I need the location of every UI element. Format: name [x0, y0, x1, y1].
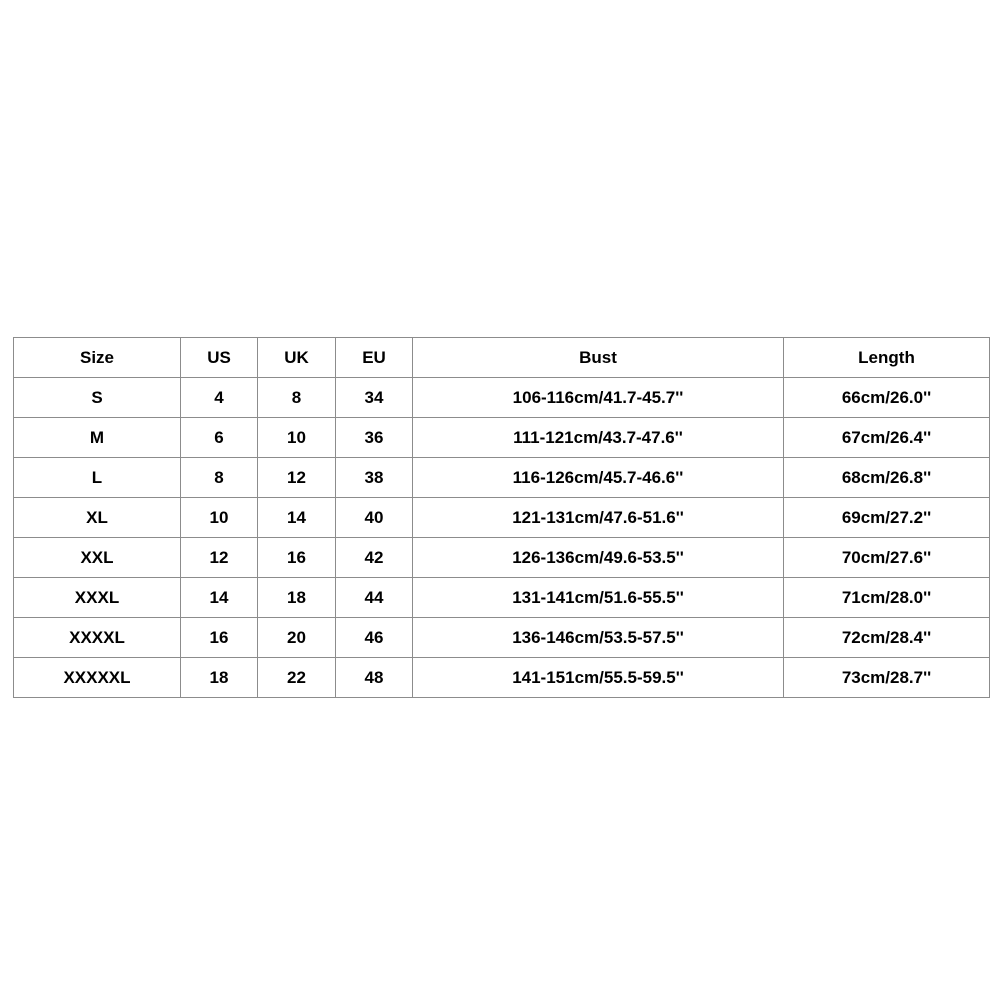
- cell-uk: 18: [258, 578, 336, 618]
- cell-eu: 48: [336, 658, 413, 698]
- cell-us: 10: [181, 498, 258, 538]
- cell-eu: 36: [336, 418, 413, 458]
- cell-us: 6: [181, 418, 258, 458]
- cell-size: XL: [14, 498, 181, 538]
- cell-length: 72cm/28.4'': [784, 618, 990, 658]
- table-row: [14, 378, 990, 418]
- cell-uk: 16: [258, 538, 336, 578]
- cell-bust: 116-126cm/45.7-46.6'': [413, 458, 784, 498]
- cell-us: 8: [181, 458, 258, 498]
- cell-us: 12: [181, 538, 258, 578]
- cell-us: 14: [181, 578, 258, 618]
- cell-size: S: [14, 378, 181, 418]
- cell-bust: 121-131cm/47.6-51.6'': [413, 498, 784, 538]
- cell-uk: 22: [258, 658, 336, 698]
- table-row: [14, 538, 990, 578]
- header-us: US: [181, 338, 258, 378]
- cell-length: 67cm/26.4'': [784, 418, 990, 458]
- cell-us: 16: [181, 618, 258, 658]
- cell-eu: 42: [336, 538, 413, 578]
- cell-size: XXXXXL: [14, 658, 181, 698]
- cell-uk: 12: [258, 458, 336, 498]
- cell-uk: 10: [258, 418, 336, 458]
- cell-length: 68cm/26.8'': [784, 458, 990, 498]
- header-length: Length: [784, 338, 990, 378]
- cell-bust: 106-116cm/41.7-45.7'': [413, 378, 784, 418]
- cell-eu: 40: [336, 498, 413, 538]
- cell-bust: 136-146cm/53.5-57.5'': [413, 618, 784, 658]
- cell-us: 18: [181, 658, 258, 698]
- cell-size: XXL: [14, 538, 181, 578]
- table-row: [14, 578, 990, 618]
- cell-uk: 14: [258, 498, 336, 538]
- table-row: [14, 418, 990, 458]
- cell-bust: 126-136cm/49.6-53.5'': [413, 538, 784, 578]
- cell-length: 71cm/28.0'': [784, 578, 990, 618]
- cell-eu: 38: [336, 458, 413, 498]
- cell-eu: 46: [336, 618, 413, 658]
- header-bust: Bust: [413, 338, 784, 378]
- cell-size: L: [14, 458, 181, 498]
- size-chart-table: [13, 337, 990, 698]
- cell-length: 69cm/27.2'': [784, 498, 990, 538]
- header-row: [14, 338, 990, 378]
- header-eu: EU: [336, 338, 413, 378]
- table-row: [14, 498, 990, 538]
- cell-us: 4: [181, 378, 258, 418]
- cell-size: M: [14, 418, 181, 458]
- table-row: [14, 458, 990, 498]
- cell-uk: 8: [258, 378, 336, 418]
- cell-bust: 131-141cm/51.6-55.5'': [413, 578, 784, 618]
- cell-size: XXXXL: [14, 618, 181, 658]
- table-row: [14, 618, 990, 658]
- cell-length: 66cm/26.0'': [784, 378, 990, 418]
- table-row: [14, 658, 990, 698]
- cell-uk: 20: [258, 618, 336, 658]
- cell-eu: 34: [336, 378, 413, 418]
- cell-size: XXXL: [14, 578, 181, 618]
- cell-length: 70cm/27.6'': [784, 538, 990, 578]
- cell-eu: 44: [336, 578, 413, 618]
- header-uk: UK: [258, 338, 336, 378]
- cell-bust: 141-151cm/55.5-59.5'': [413, 658, 784, 698]
- cell-length: 73cm/28.7'': [784, 658, 990, 698]
- header-size: Size: [14, 338, 181, 378]
- cell-bust: 111-121cm/43.7-47.6'': [413, 418, 784, 458]
